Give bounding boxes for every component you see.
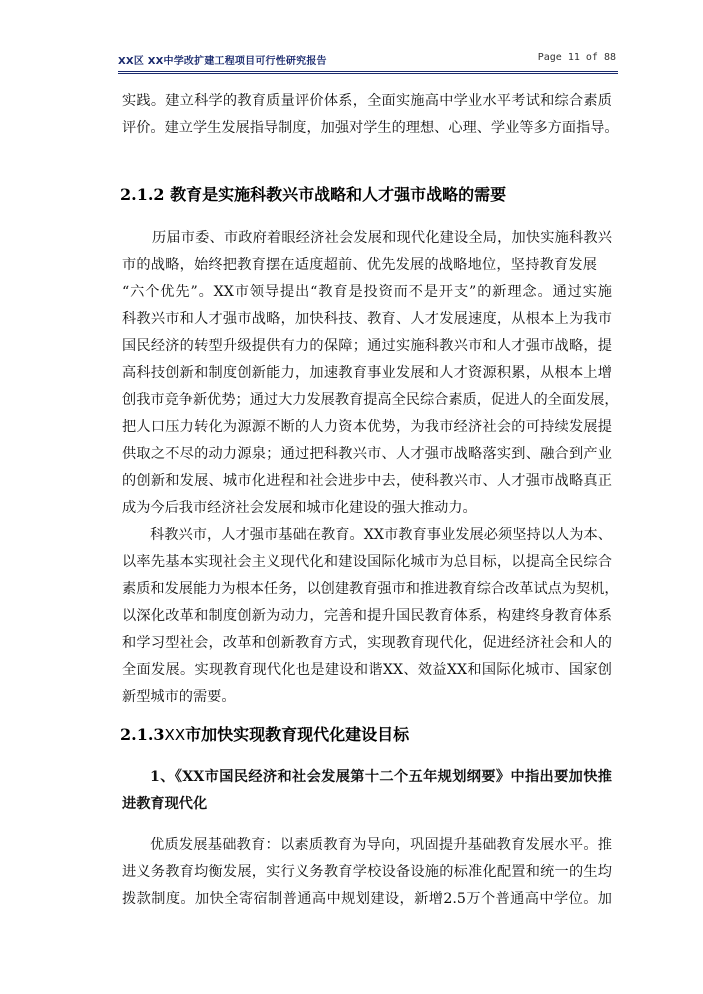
page-header (118, 50, 618, 70)
paragraph-line: 和学习型社会，改革和创新教育方式，实现教育现代化，促进经济社会和人的 (122, 635, 612, 651)
paragraph-line: 成为今后我市经济社会发展和城市化建设的强大推动力。 (122, 500, 477, 516)
paragraph-line: 以率先基本实现社会主义现代化和建设国际化城市为总目标，以提高全民综合 (122, 554, 612, 570)
paragraph-line: 优质发展基础教育：以素质教育为导向，巩固提升基础教育发展水平。推 (150, 837, 612, 853)
paragraph-line: 全面发展。实现教育现代化也是建设和谐XX、效益XX和国际化城市、国家创 (122, 662, 612, 678)
paragraph-line: 科教兴市，人才强市基础在教育。XX市教育事业发展必须坚持以人为本、 (150, 527, 612, 543)
section-title: 教育是实施科教兴市战略和人才强市战略的需要 (170, 185, 507, 204)
paragraph-line: 素质和发展能力为根本任务，以创建教育强市和推进教育综合改革试点为契机， (122, 581, 619, 597)
paragraph-line: 实践。建立科学的教育质量评价体系，全面实施高中学业水平考试和综合素质 (122, 93, 612, 109)
paragraph-line: 创我市竞争新优势；通过大力发展教育提高全民综合素质，促进人的全面发展， (122, 392, 619, 408)
page-number: Page 11 of 88 (537, 52, 616, 63)
header-title: XX区 XX中学改扩建工程项目可行性研究报告 (118, 56, 327, 67)
paragraph-line: 以深化改革和制度创新为动力，完善和提升国民教育体系，构建终身教育体系 (122, 608, 612, 624)
paragraph-line: 历届市委、市政府着眼经济社会发展和现代化建设全局，加快实施科教兴 (152, 230, 612, 246)
section-title-prefix: XX (164, 726, 186, 744)
paragraph-line: 供取之不尽的动力源泉；通过把科教兴市、人才强市战略落实到、融合到产业 (122, 446, 612, 462)
section-heading-2-1-2 (120, 182, 506, 205)
section-number: 2.1.2 (120, 185, 165, 204)
paragraph-line: 拨款制度。加快全寄宿制普通高中规划建设，新增2.5万个普通高中学位。加 (122, 891, 612, 907)
section-heading-2-1-3 (120, 722, 409, 745)
subheading-line: 进教育现代化 (122, 796, 208, 812)
paragraph-line: 把人口压力转化为源源不断的人力资本优势，为我市经济社会的可持续发展提 (122, 419, 612, 435)
paragraph-line: 高科技创新和制度创新能力，加速教育事业发展和人才资源积累，从根本上增 (122, 365, 612, 381)
section-number: 2.1.3 (120, 725, 165, 744)
paragraph-line: 科教兴市和人才强市战略，加快科技、教育、人才发展速度，从根本上为我市 (122, 311, 612, 327)
paragraph-line: 新型城市的需要。 (122, 689, 236, 705)
subheading-line: 1、《XX市国民经济和社会发展第十二个五年规划纲要》中指出要加快推 (150, 769, 612, 785)
paragraph-line: 进义务教育均衡发展，实行义务教育学校设备设施的标准化配置和统一的生均 (122, 864, 612, 880)
section-title: 市加快实现教育现代化建设目标 (185, 725, 410, 744)
header-divider-secondary (118, 73, 618, 74)
paragraph-line: 市的战略，始终把教育摆在适度超前、优先发展的战略地位，坚持教育发展 (122, 257, 597, 273)
paragraph-line: “六个优先”。XX市领导提出“教育是投资而不是开支”的新理念。通过实施 (122, 284, 612, 300)
paragraph-line: 的创新和发展、城市化进程和社会进步中去，使科教兴市、人才强市战略真正 (122, 473, 612, 489)
paragraph-line: 评价。建立学生发展指导制度，加强对学生的理想、心理、学业等多方面指导。 (122, 120, 619, 136)
paragraph-line: 国民经济的转型升级提供有力的保障；通过实施科教兴市和人才强市战略，提 (122, 338, 612, 354)
header-divider (118, 71, 618, 72)
